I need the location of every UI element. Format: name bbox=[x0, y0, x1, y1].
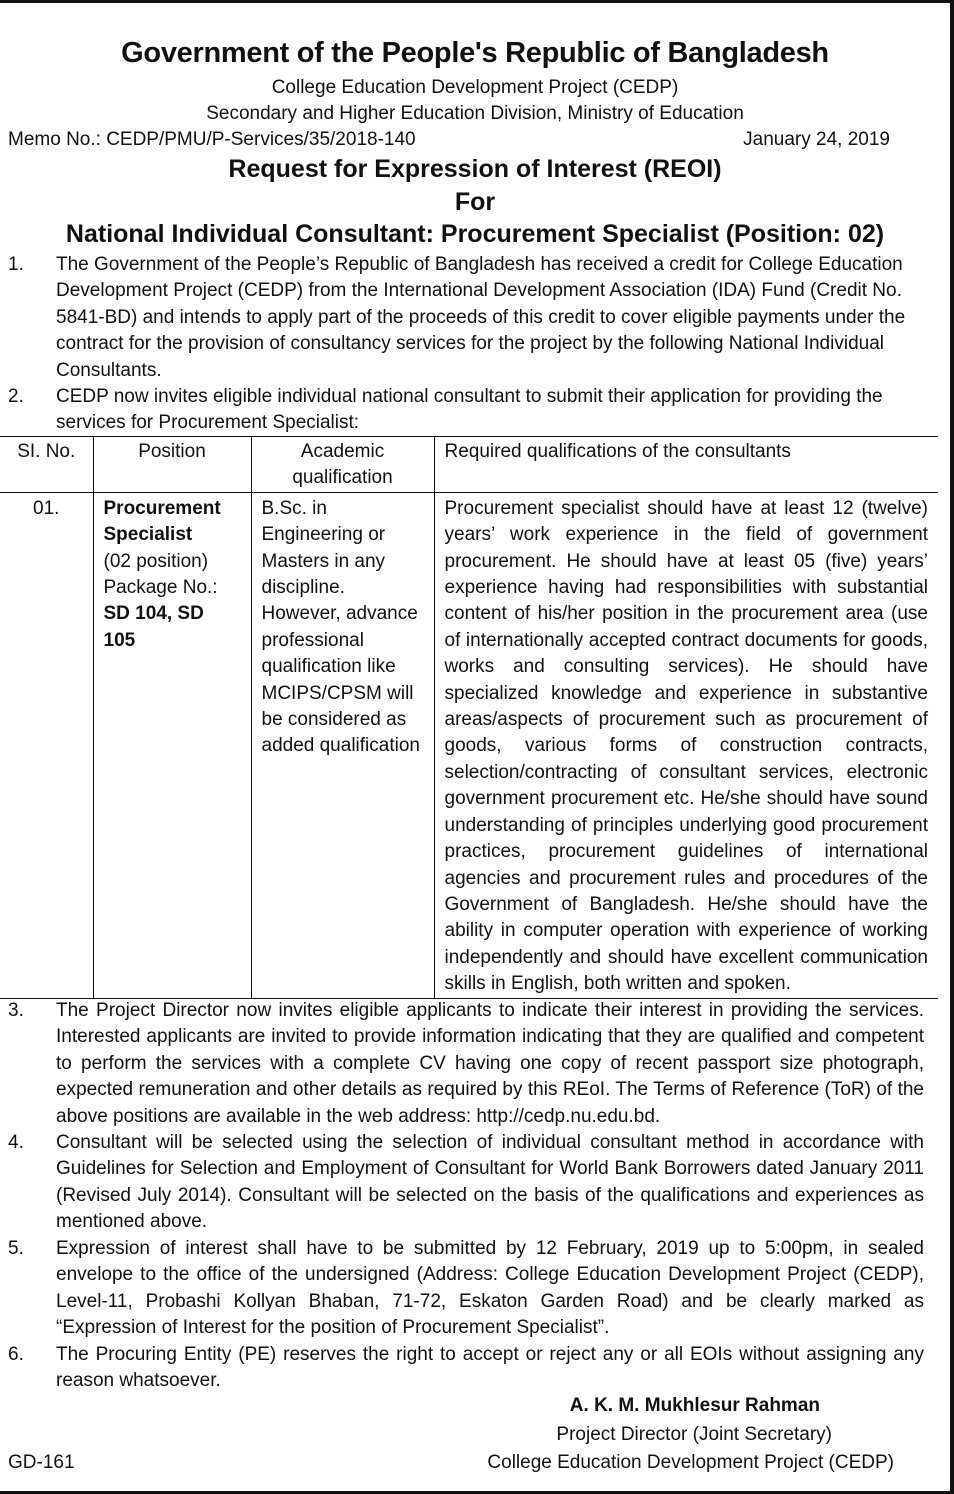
table-row bbox=[0, 492, 938, 998]
paragraph-6 bbox=[0, 1342, 924, 1395]
footer-code: GD-161 bbox=[8, 1452, 75, 1473]
division-name: Secondary and Higher Education Division, Ministry of Education bbox=[206, 103, 744, 124]
position-count: (02 position) bbox=[103, 550, 209, 572]
reoi-for: For bbox=[454, 188, 496, 216]
cell-academic: B.Sc. in Engineering or Masters in any discipline. However, advance professional qualification like MCIPS/CPSM will be considered as added qualification bbox=[251, 492, 434, 998]
header-required: Required qualifications of the consultants bbox=[434, 437, 938, 493]
table-header-row bbox=[0, 437, 938, 493]
signatory-designation: Project Director (Joint Secretary) bbox=[556, 1424, 832, 1445]
package-number: SD 104, SD 105 bbox=[103, 603, 204, 651]
paragraph-number: 3. bbox=[8, 1000, 24, 1021]
paragraph-1 bbox=[0, 252, 924, 384]
paragraph-5 bbox=[0, 1236, 924, 1342]
government-title: Government of the People's Republic of Bangladesh bbox=[121, 37, 829, 69]
cell-position bbox=[93, 492, 251, 998]
header-sl-no: SI. No. bbox=[0, 437, 93, 493]
package-label: Package No.: bbox=[103, 577, 218, 599]
signatory-organization: College Education Development Project (CEDP) bbox=[487, 1452, 894, 1473]
paragraph-3 bbox=[0, 998, 924, 1130]
project-name: College Education Development Project (CEDP) bbox=[271, 77, 679, 98]
header-position: Position bbox=[93, 437, 251, 493]
memo-number: Memo No.: CEDP/PMU/P-Services/35/2018-140 bbox=[8, 129, 416, 150]
paragraph-number: 4. bbox=[8, 1132, 24, 1153]
memo-date: January 24, 2019 bbox=[743, 129, 890, 150]
signatory-name: A. K. M. Mukhlesur Rahman bbox=[569, 1395, 820, 1416]
paragraph-text: The Project Director now invites eligible applicants to indicate their interest in providing the services. Interested applicants are invited to provide information indicating that they are qualified and competent to perform the services with a complete CV having one copy of recent passport size photograph, expected remuneration and other details as required by this REoI. The Terms of Reference (ToR) of the above positions are available in the web address: http://cedp.nu.edu.bd. bbox=[56, 1000, 924, 1127]
paragraph-4 bbox=[0, 1130, 924, 1236]
paragraph-number: 6. bbox=[8, 1344, 24, 1365]
paragraph-2 bbox=[0, 384, 924, 437]
cell-sl: 01. bbox=[0, 492, 93, 998]
qualifications-table bbox=[0, 436, 938, 999]
paragraph-number: 2. bbox=[8, 386, 24, 407]
paragraph-text: The Government of the People’s Republic of Bangladesh has received a credit for College Education Development Project (CEDP) from the International Development Association (IDA) Fund (Credit No. 5841-BD) and intends to apply part of the proceeds of this credit to cover eligible payments under the contract for the provision of consultancy services for the project by the following National Individual Consultants. bbox=[56, 254, 906, 381]
paragraph-number: 1. bbox=[8, 254, 24, 275]
reoi-subtitle: National Individual Consultant: Procurement Specialist (Position: 02) bbox=[65, 220, 885, 248]
paragraph-text: Consultant will be selected using the selection of individual consultant method in accordance with Guidelines for Selection and Employment of Consultant for World Bank Borrowers dated January 2011 (Revised July 2014). Consultant will be selected on the basis of the qualifications and experiences as mentioned above. bbox=[56, 1132, 924, 1233]
paragraph-number: 5. bbox=[8, 1238, 24, 1259]
paragraph-text: Expression of interest shall have to be submitted by 12 February, 2019 up to 5:00pm, in sealed envelope to the office of the undersigned (Address: College Education Development Project (CEDP), Level-11, Probashi Kollyan Bhaban, 71-72, Eskaton Garden Road) and be clearly marked as “Expression of Interest for the position of Procurement Specialist”. bbox=[56, 1238, 924, 1339]
header-academic: Academic qualification bbox=[251, 437, 434, 493]
cell-required: Procurement specialist should have at least 12 (twelve) years’ work experience in the field of government procurement. He should have at least 05 (five) years’ experience having had responsibilities with substantial content of his/her position in the procurement area (use of internationally accepted contract documents for goods, works and consulting services). He should have specialized knowledge and experience in substantive areas/aspects of procurement such as procurement of goods, various forms of construction contracts, selection/contracting of consultant services, electronic government procurement etc. He/she should have sound understanding of principles underlying good procurement practices, procurement guidelines of international agencies and procurement rules and procedures of the Government of Bangladesh. He/she should have the ability in computer operation with experience of working independently and should have excellent communication skills in English, both written and spoken. bbox=[434, 492, 938, 998]
paragraph-text: CEDP now invites eligible individual national consultant to submit their application for providing the services for Procurement Specialist: bbox=[56, 386, 883, 434]
paragraph-text: The Procuring Entity (PE) reserves the right to accept or reject any or all EOIs without assigning any reason whatsoever. bbox=[56, 1344, 924, 1392]
position-name: Procurement Specialist bbox=[103, 497, 221, 546]
reoi-title: Request for Expression of Interest (REOI) bbox=[228, 155, 722, 183]
